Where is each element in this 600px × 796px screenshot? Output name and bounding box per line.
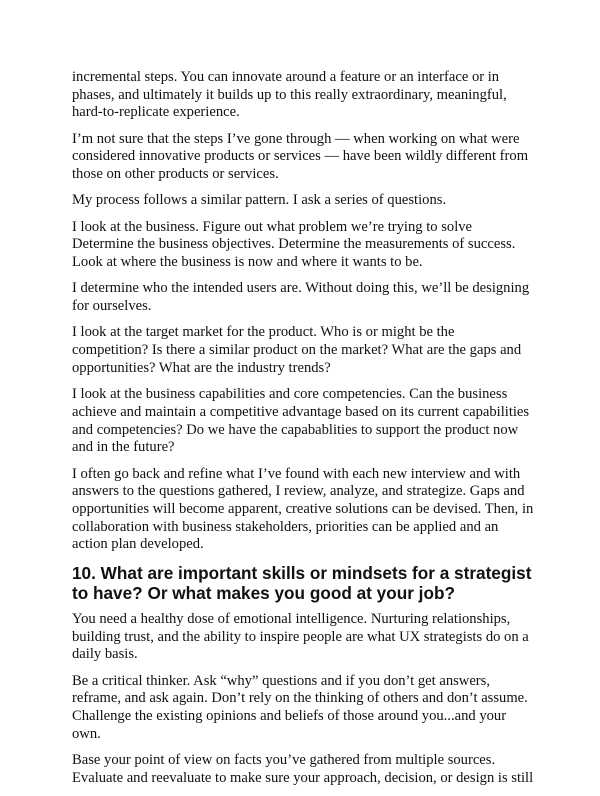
document-page xyxy=(72,69,534,796)
paragraph-business-capabilities: I look at the business capabilities and core competencies. Can the business achieve and maintain a competitive advantage based on its current capabilities and competencies? Do we have the capabablities to support the product now and in the future? xyxy=(72,386,530,456)
paragraph-steps-gone-through: I’m not sure that the steps I’ve gone through — when working on what were considered innovative products or services — have been wildly different from those on other products or services. xyxy=(72,130,529,183)
paragraph-emotional-intelligence: You need a healthy dose of emotional intelligence. Nurturing relationships, building trust, and the ability to inspire people are what UX strategists do on a daily basis. xyxy=(72,610,529,663)
section-heading-question-10: 10. What are important skills or mindsets for a strategist to have? Or what makes you good at your job? xyxy=(72,562,532,604)
paragraph-incremental-steps: incremental steps. You can innovate around a feature or an interface or in phases, and ultimately it builds up to this really extraordinary, meaningful, hard-to-replicate experience. xyxy=(72,69,507,121)
paragraph-point-of-view: Base your point of view on facts you’ve gathered from multiple sources. Evaluate and reevaluate to make sure your approach, decision, or design is still xyxy=(72,752,534,786)
paragraph-look-at-business: I look at the business. Figure out what problem we’re trying to solve Determine the business objectives. Determine the measurements of success. Look at where the business is now and where it wants to be. xyxy=(72,218,516,271)
paragraph-process-pattern: My process follows a similar pattern. I ask a series of questions. xyxy=(72,192,447,209)
paragraph-refine-findings: I often go back and refine what I’ve found with each new interview and with answers to the questions gathered, I review, analyze, and strategize. Gaps and opportunities will become apparent, creative solutions can be devised. Then, in collaboration with business stakeholders, priorities can be applied and an action plan developed. xyxy=(72,465,534,553)
paragraph-critical-thinker: Be a critical thinker. Ask “why” questions and if you don’t get answers, reframe, and ask again. Don’t rely on the thinking of others and don’t assume. Challenge the existing opinions and beliefs of those around you...and your own. xyxy=(72,672,528,742)
paragraph-intended-users: I determine who the intended users are. Without doing this, we’ll be designing for ourselves. xyxy=(72,280,530,315)
paragraph-target-market: I look at the target market for the product. Who is or might be the competition? Is there a similar product on the market? What are the gaps and opportunities? What are the industry trends? xyxy=(72,324,522,376)
